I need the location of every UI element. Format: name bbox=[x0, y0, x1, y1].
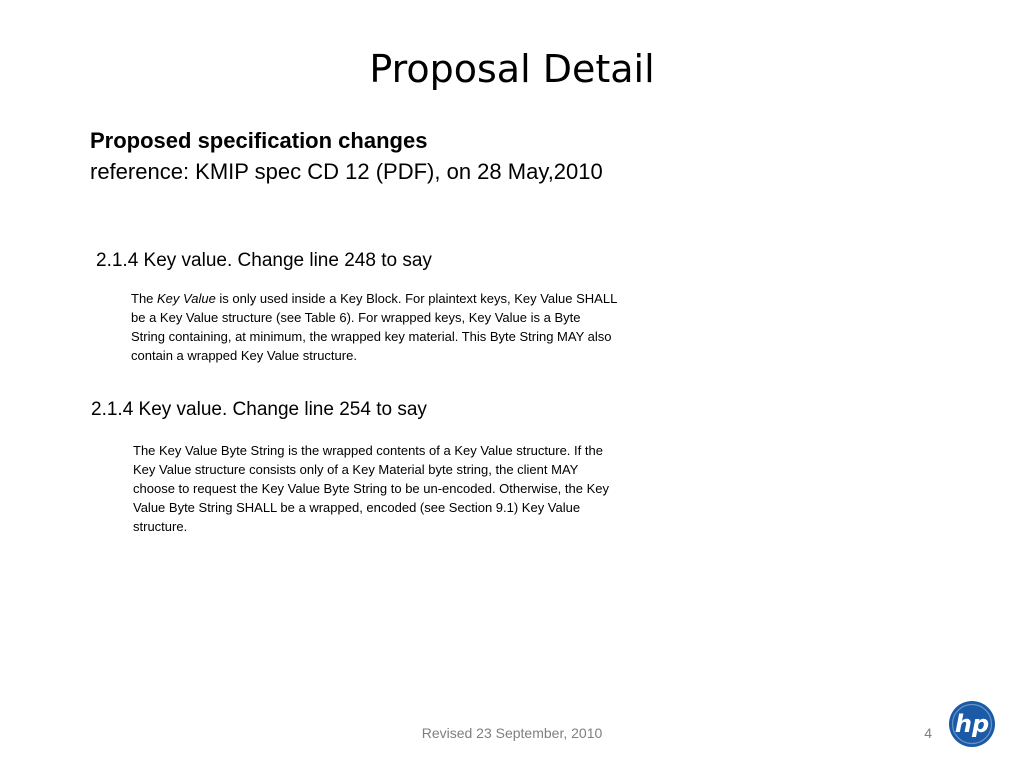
footer-revised-date: Revised 23 September, 2010 bbox=[421, 725, 603, 741]
section-heading-line-248: 2.1.4 Key value. Change line 248 to say bbox=[96, 250, 432, 271]
reference-line: reference: KMIP spec CD 12 (PDF), on 28 May,2010 bbox=[90, 159, 603, 184]
key-value-term: Key Value bbox=[157, 291, 216, 306]
slide-title: Proposal Detail bbox=[369, 47, 655, 91]
proposal-heading: Proposed specification changes bbox=[90, 128, 428, 153]
hp-logo-icon bbox=[948, 700, 996, 748]
body-line: Value Byte String SHALL be a wrapped, encoded (see Section 9.1) Key Value bbox=[133, 500, 581, 515]
body-line: The Key Value Byte String is the wrapped contents of a Key Value structure. If the bbox=[133, 443, 603, 458]
hp-logo-graphic bbox=[948, 700, 996, 748]
section-body-line-248 bbox=[131, 289, 731, 365]
body-line: choose to request the Key Value Byte String to be un-encoded. Otherwise, the Key bbox=[133, 481, 609, 496]
body-line: be a Key Value structure (see Table 6). For wrapped keys, Key Value is a Byte bbox=[131, 310, 581, 325]
hp-logo-text: hp bbox=[954, 710, 990, 738]
body-line: Key Value structure consists only of a Key Material byte string, the client MAY bbox=[133, 462, 579, 477]
section-heading-line-254: 2.1.4 Key value. Change line 254 to say bbox=[91, 399, 427, 420]
body-text: The bbox=[131, 291, 158, 306]
body-text: is only used inside a Key Block. For plaintext keys, Key Value SHALL bbox=[215, 291, 618, 306]
page-number: 4 bbox=[924, 725, 932, 741]
body-line bbox=[131, 289, 731, 308]
body-line: String containing, at minimum, the wrapped key material. This Byte String MAY also bbox=[131, 329, 612, 344]
section-body-line-254 bbox=[133, 441, 733, 536]
body-line: structure. bbox=[133, 519, 188, 534]
body-line: contain a wrapped Key Value structure. bbox=[131, 348, 357, 363]
